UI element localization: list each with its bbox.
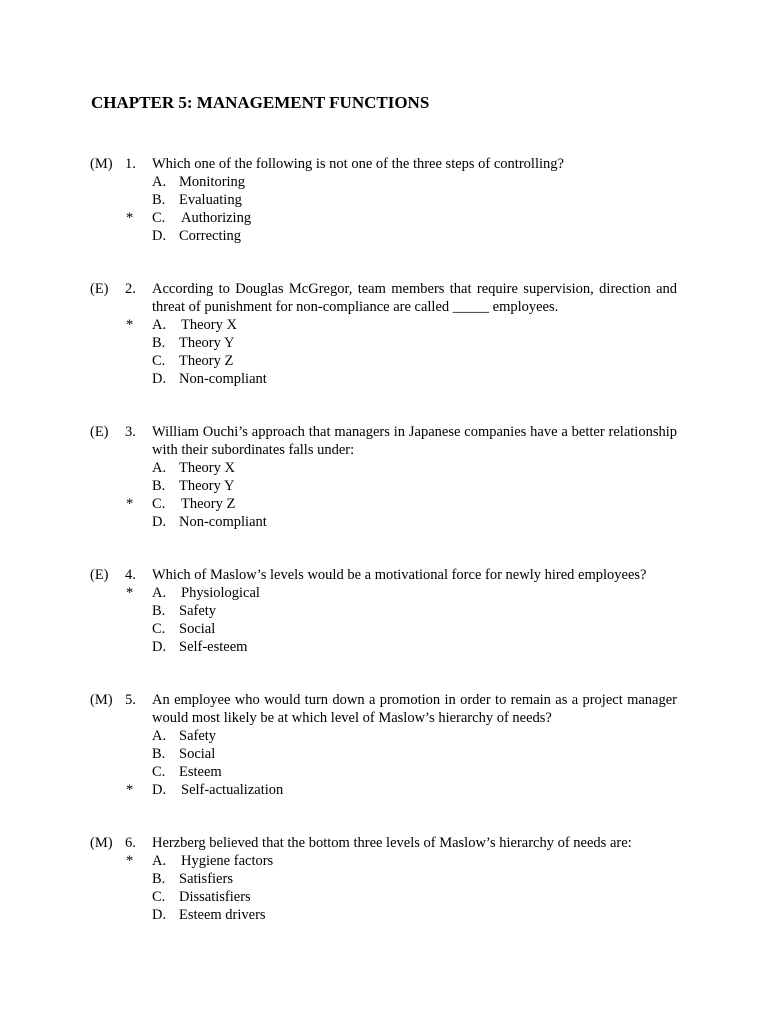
- option-text: Theory X: [179, 460, 235, 476]
- correct-answer-marker: *: [126, 853, 134, 869]
- correct-answer-marker: *: [126, 210, 134, 226]
- option-text: Self-actualization: [181, 782, 284, 798]
- option-c: [152, 763, 222, 781]
- option-text: Safety: [179, 603, 217, 619]
- option-text: Dissatisfiers: [179, 889, 251, 905]
- option-letter: D.: [152, 907, 167, 923]
- option-text: Esteem drivers: [179, 907, 266, 923]
- option-text: Social: [179, 746, 216, 762]
- option-letter: C.: [152, 496, 166, 512]
- option-text: Theory Z: [179, 353, 234, 369]
- difficulty-label: (M): [90, 156, 113, 172]
- option-letter: B.: [152, 746, 166, 762]
- option-b: [152, 870, 233, 888]
- option-a: [152, 173, 245, 191]
- option-letter: B.: [152, 478, 166, 494]
- question-number: 2.: [125, 281, 136, 297]
- question-number: 4.: [125, 567, 136, 583]
- option-letter: B.: [152, 192, 166, 208]
- question-stem: William Ouchi’s approach that managers in Japanese companies have a better relationship with their subordinates falls under:: [152, 424, 677, 458]
- option-c: [152, 209, 251, 227]
- option-text: Theory Y: [179, 335, 235, 351]
- option-d: [152, 906, 266, 924]
- option-c: [152, 495, 235, 513]
- option-b: [152, 477, 234, 495]
- difficulty-label: (M): [90, 692, 113, 708]
- option-a: [152, 727, 216, 745]
- option-text: Correcting: [179, 228, 242, 244]
- difficulty-label: (E): [90, 424, 109, 440]
- question-number: 6.: [125, 835, 136, 851]
- option-c: [152, 352, 233, 370]
- question-stem: Which of Maslow’s levels would be a motivational force for newly hired employees?: [152, 567, 647, 583]
- option-text: Theory Y: [179, 478, 235, 494]
- option-text: Theory X: [181, 317, 237, 333]
- option-a: [152, 459, 235, 477]
- difficulty-label: (E): [90, 281, 109, 297]
- option-text: Social: [179, 621, 216, 637]
- option-letter: B.: [152, 603, 166, 619]
- option-letter: B.: [152, 335, 166, 351]
- difficulty-label: (M): [90, 835, 113, 851]
- option-letter: C.: [152, 764, 166, 780]
- option-letter: D.: [152, 371, 167, 387]
- option-d: [152, 781, 283, 799]
- option-a: [152, 852, 273, 870]
- option-text: Hygiene factors: [181, 853, 274, 869]
- question-stem: Herzberg believed that the bottom three levels of Maslow’s hierarchy of needs are:: [152, 835, 632, 851]
- option-letter: D.: [152, 228, 167, 244]
- chapter-title: CHAPTER 5: MANAGEMENT FUNCTIONS: [91, 93, 430, 112]
- correct-answer-marker: *: [126, 782, 134, 798]
- question-number: 1.: [125, 156, 136, 172]
- option-letter: D.: [152, 514, 167, 530]
- option-letter: A.: [152, 460, 167, 476]
- option-text: Non-compliant: [179, 371, 267, 387]
- option-d: [152, 227, 241, 245]
- correct-answer-marker: *: [126, 317, 134, 333]
- correct-answer-marker: *: [126, 585, 134, 601]
- option-text: Non-compliant: [179, 514, 267, 530]
- option-letter: A.: [152, 317, 167, 333]
- option-text: Monitoring: [179, 174, 246, 190]
- option-letter: D.: [152, 782, 167, 798]
- option-text: Satisfiers: [179, 871, 233, 887]
- option-b: [152, 334, 234, 352]
- option-letter: C.: [152, 621, 166, 637]
- question-stem: An employee who would turn down a promotion in order to remain as a project manager would most likely be at which level of Maslow’s hierarchy of needs?: [152, 692, 677, 726]
- correct-answer-marker: *: [126, 496, 134, 512]
- option-text: Theory Z: [181, 496, 236, 512]
- difficulty-label: (E): [90, 567, 109, 583]
- option-letter: B.: [152, 871, 166, 887]
- option-letter: C.: [152, 210, 166, 226]
- question-number: 5.: [125, 692, 136, 708]
- question-stem: According to Douglas McGregor, team members that require supervision, direction and threat of punishment for non-compliance are called _____ employees.: [152, 281, 677, 315]
- option-letter: A.: [152, 174, 167, 190]
- option-d: [152, 370, 267, 388]
- option-letter: C.: [152, 889, 166, 905]
- question-number: 3.: [125, 424, 136, 440]
- option-letter: C.: [152, 353, 166, 369]
- option-b: [152, 602, 216, 620]
- option-c: [152, 888, 251, 906]
- option-text: Authorizing: [181, 210, 252, 226]
- option-letter: D.: [152, 639, 167, 655]
- option-text: Self-esteem: [179, 639, 248, 655]
- option-text: Evaluating: [179, 192, 242, 208]
- option-a: [152, 316, 237, 334]
- option-a: [152, 584, 260, 602]
- option-c: [152, 620, 215, 638]
- option-text: Esteem: [179, 764, 222, 780]
- option-letter: A.: [152, 728, 167, 744]
- option-letter: A.: [152, 585, 167, 601]
- option-letter: A.: [152, 853, 167, 869]
- option-d: [152, 638, 247, 656]
- option-text: Physiological: [181, 585, 260, 601]
- question-stem: Which one of the following is not one of the three steps of controlling?: [152, 156, 564, 172]
- option-b: [152, 745, 215, 763]
- option-b: [152, 191, 242, 209]
- option-text: Safety: [179, 728, 217, 744]
- option-d: [152, 513, 267, 531]
